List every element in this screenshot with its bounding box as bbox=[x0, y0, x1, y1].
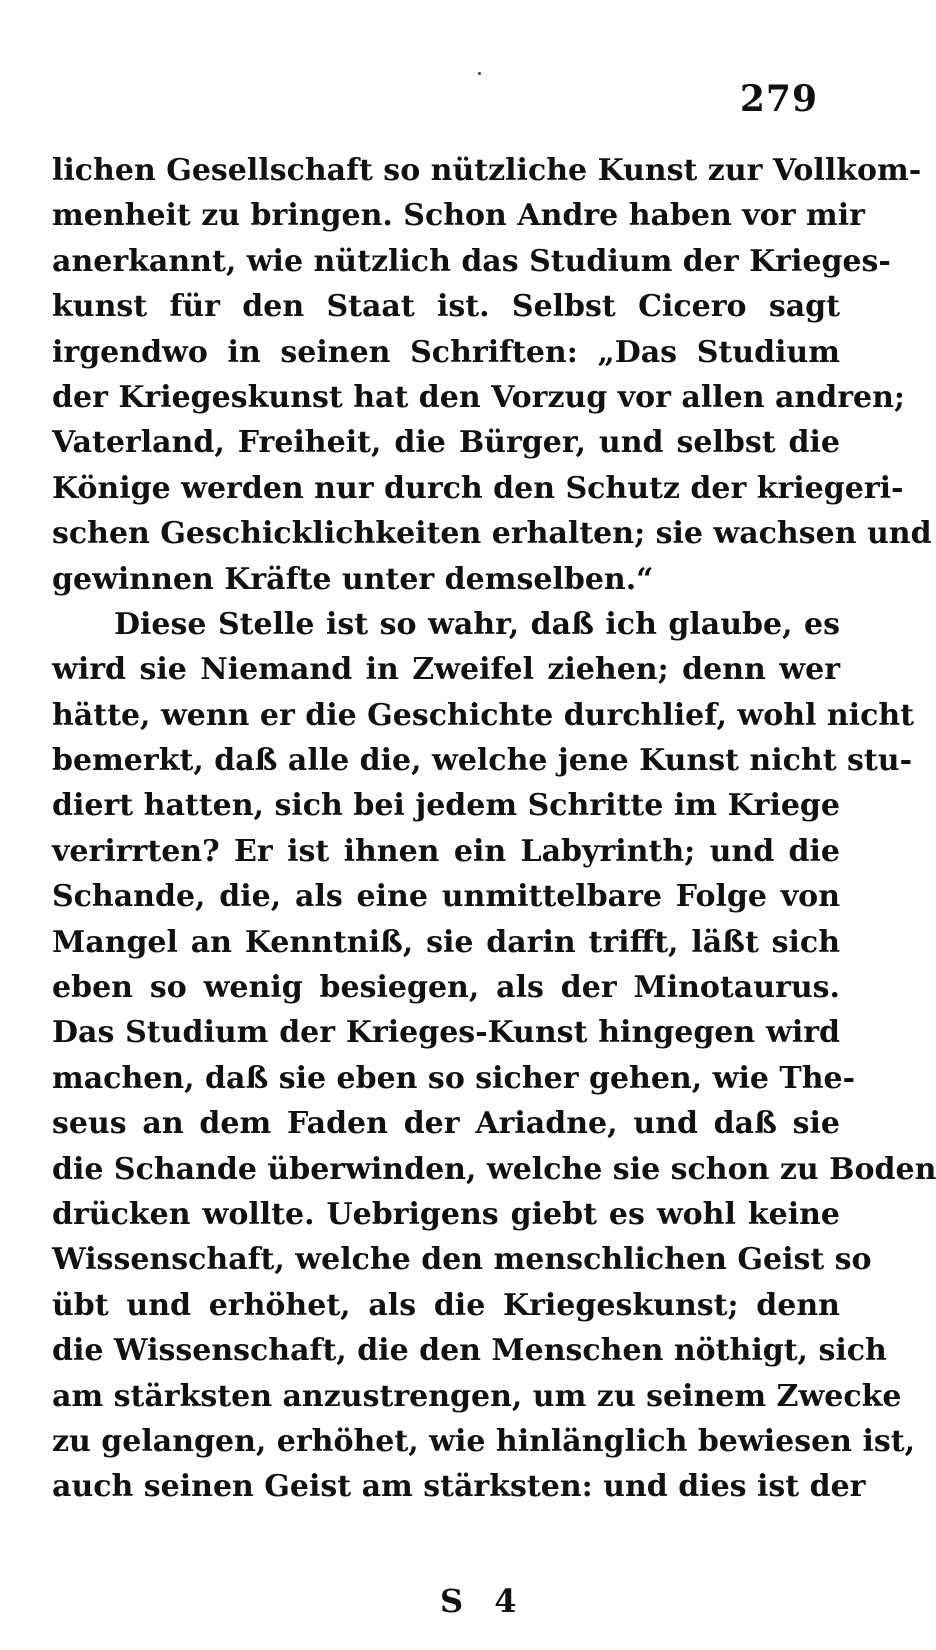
text-line: bemerkt, daß alle die, welche jene Kunst nicht stu- bbox=[52, 743, 913, 779]
page-number: 279 bbox=[739, 78, 818, 120]
text-line: Wissenschaft, welche den menschlichen Geist so bbox=[52, 1242, 872, 1278]
text-line: eben so wenig besiegen, als der Minotaurus. bbox=[52, 970, 840, 1006]
text-line: der Kriegeskunst hat den Vorzug vor allen andren; bbox=[52, 379, 905, 415]
text-line: verirrten? Er ist ihnen ein Labyrinth; und die bbox=[52, 833, 840, 869]
text-line: drücken wollte. Uebrigens giebt es wohl keine bbox=[52, 1196, 840, 1232]
text-line: Vaterland, Freiheit, die Bürger, und selbst die bbox=[52, 425, 840, 461]
text-line: diert hatten, sich bei jedem Schritte im Kriege bbox=[52, 788, 840, 824]
text-line: irgendwo in seinen Schriften: „Das Studium bbox=[52, 334, 840, 370]
text-line: hätte, wenn er die Geschichte durchlief, wohl nicht bbox=[52, 697, 915, 733]
text-line: seus an dem Faden der Ariadne, und daß sie bbox=[52, 1106, 840, 1142]
text-line: Schande, die, als eine unmittelbare Folge von bbox=[52, 879, 840, 915]
body-text bbox=[52, 148, 936, 1510]
text-line: gewinnen Kräfte unter demselben.“ bbox=[52, 561, 654, 597]
text-line: auch seinen Geist am stärksten: und dies ist der bbox=[52, 1469, 866, 1505]
text-line: Das Studium der Krieges-Kunst hingegen wird bbox=[52, 1015, 840, 1051]
text-line: wird sie Niemand in Zweifel ziehen; denn wer bbox=[52, 652, 840, 688]
text-line: am stärksten anzustrengen, um zu seinem Zwecke bbox=[52, 1378, 902, 1414]
text-line: menheit zu bringen. Schon Andre haben vor mir bbox=[52, 198, 865, 234]
text-line: anerkannt, wie nützlich das Studium der Krieges- bbox=[52, 243, 891, 279]
text-line: Mangel an Kenntniß, sie darin trifft, läßt sich bbox=[52, 924, 840, 960]
text-line: übt und erhöhet, als die Kriegeskunst; denn bbox=[52, 1287, 840, 1323]
text-line: kunst für den Staat ist. Selbst Cicero sagt bbox=[52, 289, 840, 325]
paragraph-start-line: Diese Stelle ist so wahr, daß ich glaube, es bbox=[114, 606, 840, 642]
text-line: die Wissenschaft, die den Menschen nöthigt, sich bbox=[52, 1333, 887, 1369]
text-line: zu gelangen, erhöhet, wie hinlänglich bewiesen ist, bbox=[52, 1423, 916, 1459]
text-line: lichen Gesellschaft so nützliche Kunst zur Vollkom- bbox=[52, 153, 922, 188]
printer-signature-mark: S 4 bbox=[440, 1582, 527, 1620]
text-line: die Schande überwinden, welche sie schon zu Boden bbox=[52, 1151, 936, 1187]
speck-mark bbox=[478, 72, 481, 75]
text-line: schen Geschicklichkeiten erhalten; sie wachsen und bbox=[52, 516, 932, 552]
text-line: machen, daß sie eben so sicher gehen, wie The- bbox=[52, 1060, 856, 1096]
text-line: Könige werden nur durch den Schutz der kriegeri- bbox=[52, 470, 904, 506]
